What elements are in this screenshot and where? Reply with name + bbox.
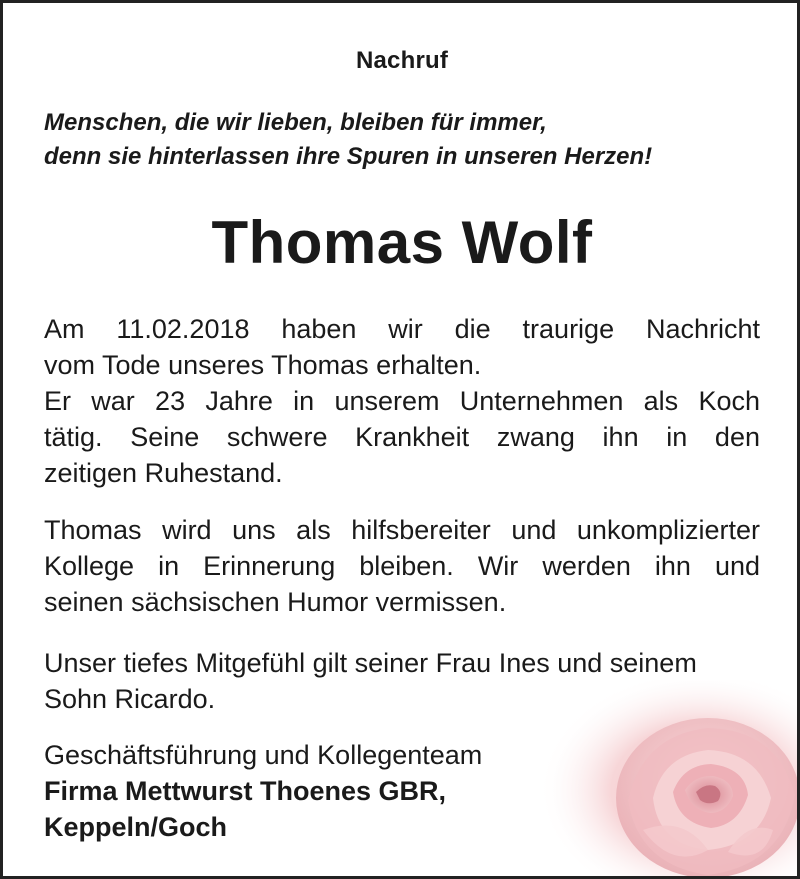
text-line: Thomas wird uns als hilfsbereiter und unkomplizierter <box>44 515 760 545</box>
text-line: Am 11.02.2018 haben wir die traurige Nachricht <box>44 314 760 344</box>
text-line: Er war 23 Jahre in unserem Unternehmen als Koch <box>44 386 760 416</box>
motto-quote <box>44 106 760 174</box>
notice-heading: Nachruf <box>355 47 449 74</box>
deceased-name: Thomas Wolf <box>211 209 593 276</box>
text-line: tätig. Seine schwere Krankheit zwang ihn in den <box>44 422 760 452</box>
paragraph-remembrance <box>44 512 760 620</box>
signature-location: Keppeln/Goch <box>44 812 228 842</box>
text-line: vom Tode unseres Thomas erhalten. <box>44 350 482 380</box>
text-line: seinen sächsischen Humor vermissen. <box>44 587 507 617</box>
text-line: Kollege in Erinnerung bleiben. Wir werden ihn und <box>44 551 760 581</box>
text-line: Unser tiefes Mitgefühl gilt seiner Frau Ines und seinem <box>44 648 697 678</box>
text-line: zeitigen Ruhestand. <box>44 458 283 488</box>
paragraph-announcement <box>44 311 760 491</box>
text-line: Sohn Ricardo. <box>44 684 216 714</box>
motto-line: denn sie hinterlassen ihre Spuren in unseren Herzen! <box>44 143 653 170</box>
signature-team: Geschäftsführung und Kollegenteam <box>44 740 483 770</box>
signature-block <box>44 737 760 845</box>
signature-company: Firma Mettwurst Thoenes GBR, <box>44 776 447 806</box>
motto-line: Menschen, die wir lieben, bleiben für immer, <box>44 109 547 136</box>
paragraph-condolence <box>44 645 760 717</box>
